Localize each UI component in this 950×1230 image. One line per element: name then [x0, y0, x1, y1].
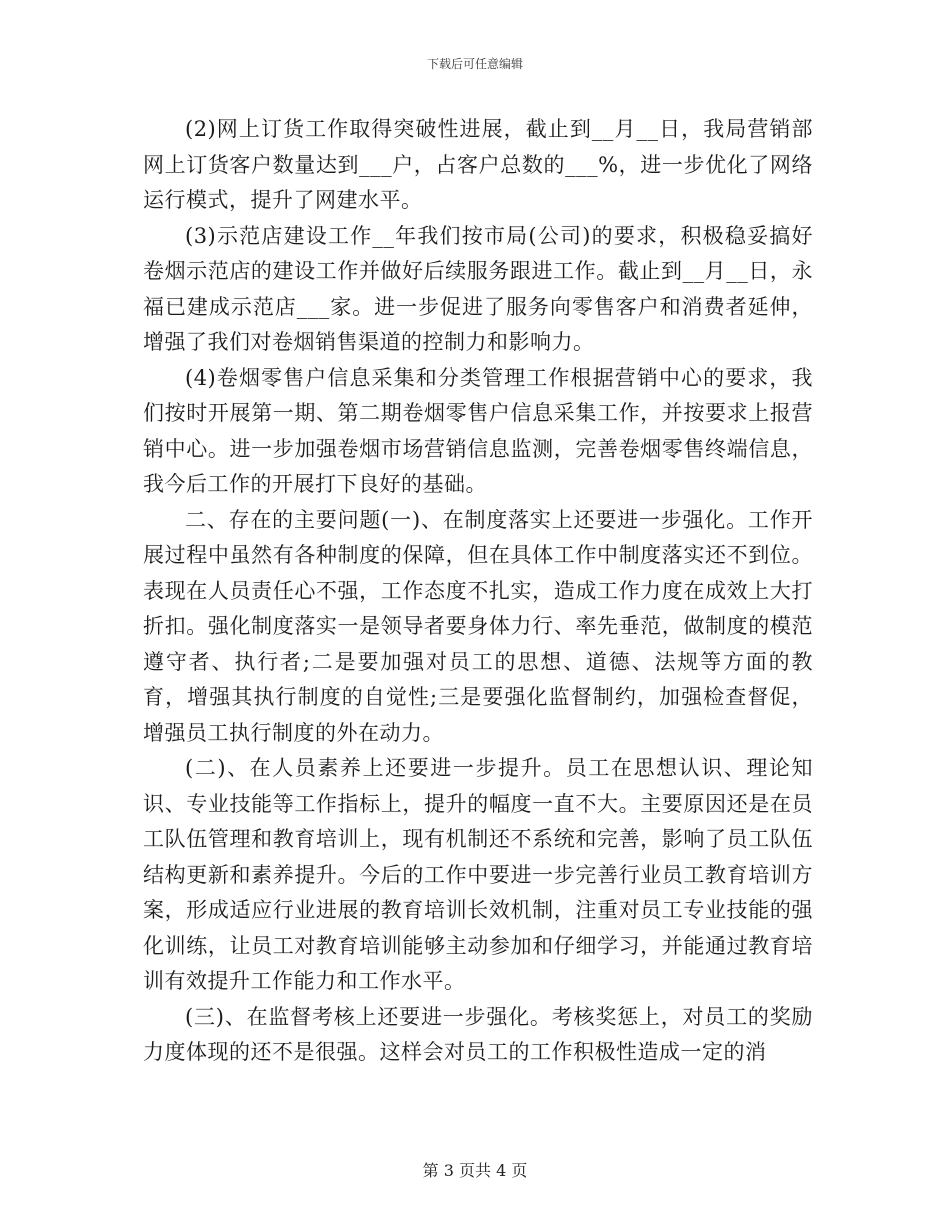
paragraph-online-ordering: (2)网上订货工作取得突破性进展，截止到__月__日，我局营销部网上订货客户数量达到___户，占客户总数的___%，进一步优化了网络运行模式，提升了网建水平。 [143, 117, 813, 212]
paragraph-demo-store: (3)示范店建设工作__年我们按市局(公司)的要求，积极稳妥搞好卷烟示范店的建设工作并做好后续服务跟进工作。截止到__月__日，永福已建成示范店___家。进一步促进了服务向零售客户和消费者延伸，增强了我们对卷烟销售渠道的控制力和影响力。 [143, 223, 813, 354]
paragraph-supervision: (三)、在监督考核上还要进一步强化。考核奖惩上，对员工的奖励力度体现的还不是很强。这样会对员工的工作积极性造成一定的消 [143, 1004, 813, 1064]
paragraph-staff-quality: (二)、在人员素养上还要进一步提升。员工在思想认识、理论知识、专业技能等工作指标上，提升的幅度一直不大。主要原因还是在员工队伍管理和教育培训上，现有机制还不系统和完善，影响了员工队伍结构更新和素养提升。今后的工作中要进一步完善行业员工教育培训方案，形成适应行业进展的教育培训长效机制，注重对员工专业技能的强化训练，让员工对教育培训能够主动参加和仔细学习，并能通过教育培训有效提升工作能力和工作水平。 [143, 756, 813, 993]
body-content [143, 112, 813, 1071]
page-header: 下载后可任意编辑 [426, 57, 523, 71]
paragraph-retailer-info: (4)卷烟零售户信息采集和分类管理工作根据营销中心的要求，我们按时开展第一期、第二期卷烟零售户信息采集工作，并按要求上报营销中心。进一步加强卷烟市场营销信息监测，完善卷烟零售终端信息，我今后工作的开展打下良好的基础。 [143, 365, 813, 496]
paragraph-main-problems: 二、存在的主要问题(一)、在制度落实上还要进一步强化。工作开展过程中虽然有各种制度的保障，但在具体工作中制度落实还不到位。表现在人员责任心不强，工作态度不扎实，造成工作力度在成效上大打折扣。强化制度落实一是领导者要身体力行、率先垂范，做制度的模范遵守者、执行者;二是要加强对员工的思想、道德、法规等方面的教育，增强其执行制度的自觉性;三是要强化监督制约，加强检查督促，增强员工执行制度的外在动力。 [143, 507, 813, 745]
page-number: 第 3 页共 4 页 [422, 1161, 528, 1180]
